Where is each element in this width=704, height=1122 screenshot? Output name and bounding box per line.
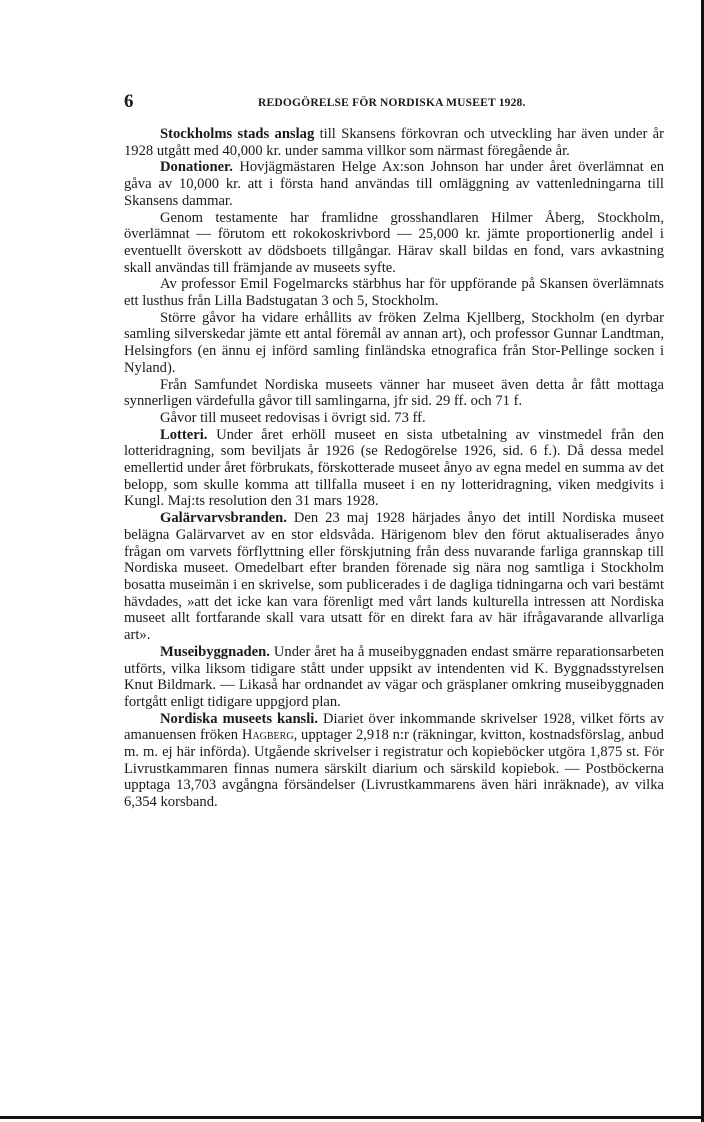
paragraph-larger-gifts xyxy=(124,310,664,377)
paragraph-text: , upptager 2,918 n:r (räkningar, kvitton, kostnadsförslag, anbud m. m. ej här införda). Utgående skrivelser i registratur och kopieböcker utgöra 1,875 st. För Livrustkammaren finnas numera särskilt diarium och särskild kopiebok. — Postböckerna upptaga 13,703 avgångna försändelser (Livrustkammarens även häri inräknade), av vilka 6,354 korsband. xyxy=(124,727,664,811)
paragraph-text: Genom testamente har framlidne grosshandlaren Hilmer Åberg, Stockholm, överlämnat — förutom ett rokokoskrivbord — 25,000 kr. jämte proportionerlig andel i eventuellt överskott av dödsboets tillgångar. Härav skall bildas en fond, vars avkastning skall användas till främjande av museets syfte. xyxy=(124,209,664,276)
paragraph-text: Större gåvor ha vidare erhållits av fröken Zelma Kjellberg, Stockholm (en dyrbar samling silverskedar jämte ett antal föremål av annan art), och professor Gunnar Landtman, Helsingfors (en ännu ej införd samling finländska etnografica från Stor-Pellinge socken i Nyland). xyxy=(124,309,664,376)
paragraph-lead: Lotteri. xyxy=(160,426,208,443)
paragraph-aberg-bequest xyxy=(124,210,664,277)
paragraph-stockholm-grant xyxy=(124,126,664,159)
scan-edge-bottom xyxy=(0,1116,704,1119)
running-head: REDOGÖRELSE FÖR NORDISKA MUSEET 1928. xyxy=(258,97,526,109)
paragraph-lead: Galärvarvsbranden. xyxy=(160,510,287,527)
page-header xyxy=(124,88,664,118)
paragraph-lead: Stockholms stads anslag xyxy=(160,126,315,142)
paragraph-museum-building xyxy=(124,644,664,711)
paragraph-galley-yard-fire xyxy=(124,510,664,644)
paragraph-text: Gåvor till museet redovisas i övrigt sid. 73 ff. xyxy=(160,409,426,426)
paragraph-text: Diariet över inkommande skrivelser 1928, vilket förts av amanuensen fröken xyxy=(124,710,664,744)
paragraph-office xyxy=(124,711,664,811)
paragraph-text: Under året ha å museibyggnaden endast smärre reparationsarbeten utförts, vilka liksom tidigare stått under uppsikt av intendenten vid K. Byggnadsstyrelsen Knut Bildmark. — Likaså har ordnandet av vägar och gräsplaner omkring museibyggnaden fortgått enligt tidigare uppgjord plan. xyxy=(124,643,664,710)
paragraph-text: Hovjägmästaren Helge Ax:son Johnson har under året överlämnat en gåva av 10,000 kr. att i första hand användas till omläggning av vattenledningarna till Skansens dammar. xyxy=(124,159,664,209)
paragraph-donations xyxy=(124,159,664,209)
paragraph-text: Från Samfundet Nordiska museets vänner har museet även detta år fått mottaga synnerligen värdefulla gåvor till samlingarna, jfr sid. 29 ff. och 71 f. xyxy=(124,376,664,410)
body-text xyxy=(124,126,664,811)
paragraph-fogelmarck xyxy=(124,276,664,309)
paragraph-lead: Nordiska museets kansli. xyxy=(160,710,318,727)
paragraph-friends-society xyxy=(124,377,664,410)
paragraph-text: Av professor Emil Fogelmarcks stärbhus har för uppförande på Skansen överlämnats ett lusthus från Lilla Badstugatan 3 och 5, Stockholm. xyxy=(124,276,664,310)
paragraph-gifts-reference xyxy=(124,410,664,427)
paragraph-lead: Donationer. xyxy=(160,159,233,176)
page-number: 6 xyxy=(124,91,134,112)
paragraph-text: Under året erhöll museet en sista utbetalning av vinstmedel från den lotteridragning, som beviljats år 1926 (se Redogörelse 1926, sid. 6 f.). Då dessa medel emellertid under året förbrukats, förskotterade museet ånyo av egna medel en summa av det belopp, som skulle komma att tillfalla museet i en ny lotteridragning, viken medgivits i Kungl. Maj:ts resolution den 31 mars 1928. xyxy=(124,426,664,510)
paragraph-text: Den 23 maj 1928 härjades ånyo det intill Nordiska museet belägna Galärvarvet av en stor eldsvåda. Härigenom blev den förut aktualiserades ånyo frågan om varvets förflyttning eller förskjutning från dess nuvarande farliga grannskap till Nordiska museet. Omedelbart efter branden förenade sig nära nog samtliga i Stockholm bosatta museimän i en skrivelse, som publicerades i de dagliga tidningarna och vari bestämt hävdades, »att det icke kan vara förenligt med vårt lands kulturella intressen att Nordiska museet allt fortfarande skall vara utsatt för en direkt fara av här ifrågavarande allvarliga art». xyxy=(124,510,664,644)
document-page xyxy=(124,88,664,811)
paragraph-lottery xyxy=(124,427,664,511)
paragraph-small-caps-name: Hagberg xyxy=(241,727,294,744)
paragraph-text: till Skansens förkovran och utveckling har även under år 1928 utgått med 40,000 kr. under samma villkor som närmast föregående år. xyxy=(124,126,664,159)
paragraph-lead: Museibyggnaden. xyxy=(160,643,270,660)
